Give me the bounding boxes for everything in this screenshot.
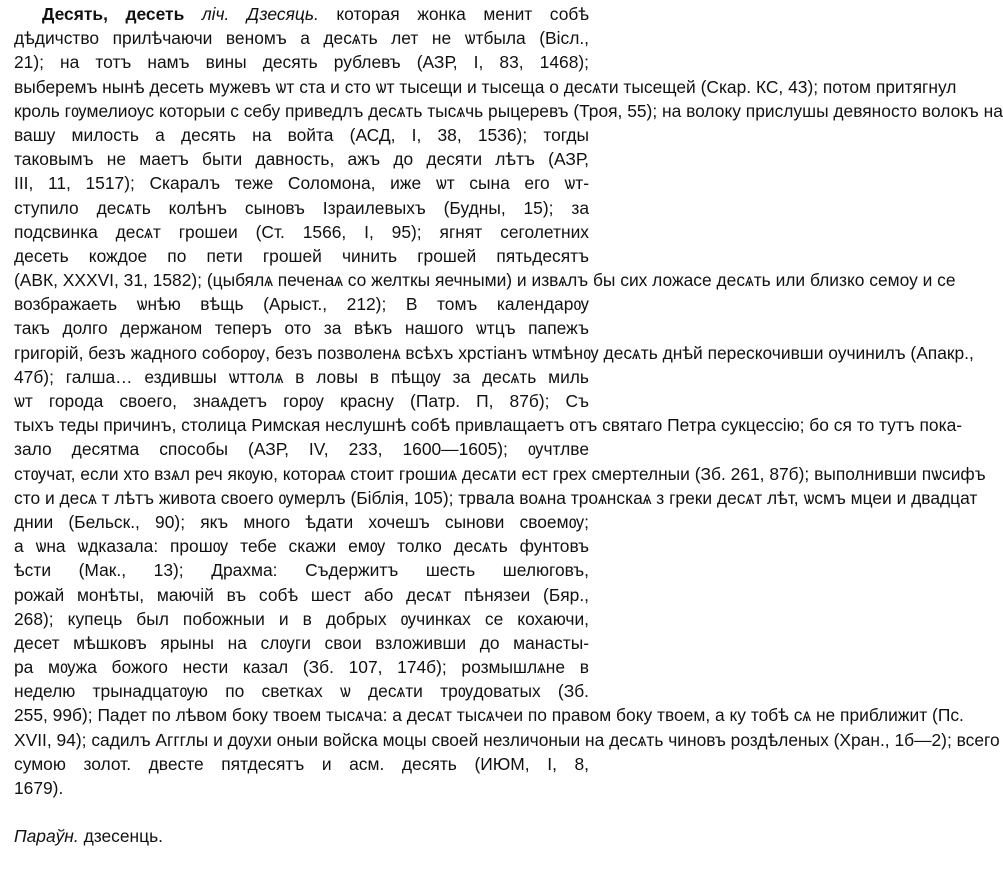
entry-line: кроль гѹмелиоус которыи с себу приведлъ десѧть тысѧчь рыцеревъ (Троя, 55); на волоку прислушы девяносто волокъ на [14, 100, 1003, 121]
entry-line: ѡт города своего, знаѧдетъ горѹ красну (Патр. П, 87б); Съ [14, 391, 589, 411]
entry-line: таковымъ не маетъ быти давность, ажъ до десяти лѣтъ (АЗР, [14, 149, 589, 170]
entry-line: выберемъ нынѣ десеть мужевъ ѡт ста и сто ѡт тысещи и тысеща о десѧти тысещей (Скар. КС, 43); потом притягнул [14, 76, 957, 97]
entry-line: десет мѣшковъ ярыны на слѹги свои взложивши до манасты- [14, 632, 589, 653]
entry-line: (АВК, XXXVI, 31, 1582); (цыбялѧ печенаѧ со желткы яечными) и извѧлъ бы сих ложасе десѧть или близко семоу и се [14, 270, 956, 291]
entry-line: тыхъ теды причинъ, столица Римская неслушнѣ собѣ привлащаетъ отъ святаго Петра сукцессію; бо ся то тутъ пока- [14, 415, 963, 436]
belarusian-equivalent: Дзесяць. [246, 4, 319, 24]
entry-line: а ѡна ѡдказала: прошѹ тебе скажи емѹ толко десѧть фунтовъ [14, 536, 589, 557]
entry-line: 47б); галша… ездившы ѡттолѧ в ловы в пѣщѹ за десѧть миль [14, 366, 589, 387]
compare-word: дзесенць. [83, 826, 163, 847]
entry-line: дѣдичство прилѣчаючи веномъ а десѧть лет не ѡтбыла (Вісл., [14, 28, 589, 49]
entry-line: XVII, 94); садилъ Аггглы и дѹхи оныи войска моцы своей незличоныи на десѧть чиновъ роздѣленых (Хран., 1б—2); всего [14, 729, 1000, 750]
entry-line: стѹчат, если хто взѧл реч якѹю, котораѧ стоит грошиѧ десѧти ест грех смертелныи (Зб. 261, 87б); выполнивши пѡсифъ [14, 463, 986, 484]
entry-line [14, 800, 589, 824]
entry-line: зало десятма способы (АЗР, ІV, 233, 1600—1605); ѹчтлве [14, 439, 589, 460]
entry-headword: Десять, десеть [42, 4, 185, 24]
part-of-speech-label: ліч. [201, 4, 230, 24]
entry-line: днии (Бельск., 90); якъ много ѣдати хочешъ сынови своемѹ; [14, 511, 589, 532]
entry-line [14, 2, 589, 26]
entry-line [14, 824, 589, 848]
entry-line: ра мѹжа божого нести казал (Зб. 107, 174б); розмышлѧне в [14, 657, 589, 678]
entry-line: вашу милость а десять на войта (АСД, І, 38, 1536); тогды [14, 124, 589, 145]
entry-line: ІІІ, 11, 1517); Скаралъ теже Соломона, иже ѡт сына его ѡт- [14, 173, 589, 194]
citation-text: которая жонка менит собѣ [336, 4, 589, 24]
entry-line: ѣсти (Мак., 13); Драхма: Съдержитъ шесть шелюговъ, [14, 560, 589, 581]
entry-line: возбражаеть ѡнѣю вѣщь (Арыст., 212); В томъ календарѹ [14, 294, 589, 315]
entry-line: 268); купець был побожныи и в добрых ѹчинках се кохаючи, [14, 608, 589, 629]
entry-line: сто и десѧ т лѣтъ живота своего ѹмерлъ (Біблія, 105); трвала воѧна троѧнскаѧ з греки десѧт лѣт, ѡсмъ мцеи и двадцат [14, 487, 978, 508]
entry-line: рожай монѣты, маючій въ собѣ шест або десѧт пѣнязеи (Бяр., [14, 584, 589, 605]
entry-line: сумою золот. двесте пятдесятъ и асм. десять (ИЮМ, І, 8, [14, 753, 589, 774]
entry-line: 21); на тотъ намъ вины десять рублевъ (АЗР, І, 83, 1468); [14, 52, 589, 73]
entry-line: десеть кождое по пети грошей чинить грошей пятьдесятъ [14, 245, 589, 266]
entry-line: григорій, безъ жадного соборѹ, безъ позволенѧ всѣхъ хрстіанъ ѡтмѣнѹ десѧть днѣй перескочивши оучинилъ (Апакр., [14, 342, 974, 363]
entry-line: подсвинка десѧт грошеи (Ст. 1566, І, 95); ягнят сеголетних [14, 221, 589, 242]
entry-line: 255, 99б); Падет по лѣвом боку твоем тысѧча: а десѧт тысѧчеи по правом боку твоем, а ку тобѣ сѧ не приближит (Пс. [14, 705, 964, 726]
compare-label: Параўн. [14, 826, 79, 847]
entry-line: такъ долго держаном теперъ ото за вѣкъ нашого ѡтцъ папежъ [14, 318, 589, 339]
entry-line: неделю трынадцатѹю по светках ѡ десѧти трѹдоватых (Зб. [14, 681, 589, 702]
entry-line: ступило десѧть колѣнъ сыновъ Ізраилевыхъ (Будны, 15); за [14, 197, 589, 218]
entry-line: 1679). [14, 778, 64, 798]
